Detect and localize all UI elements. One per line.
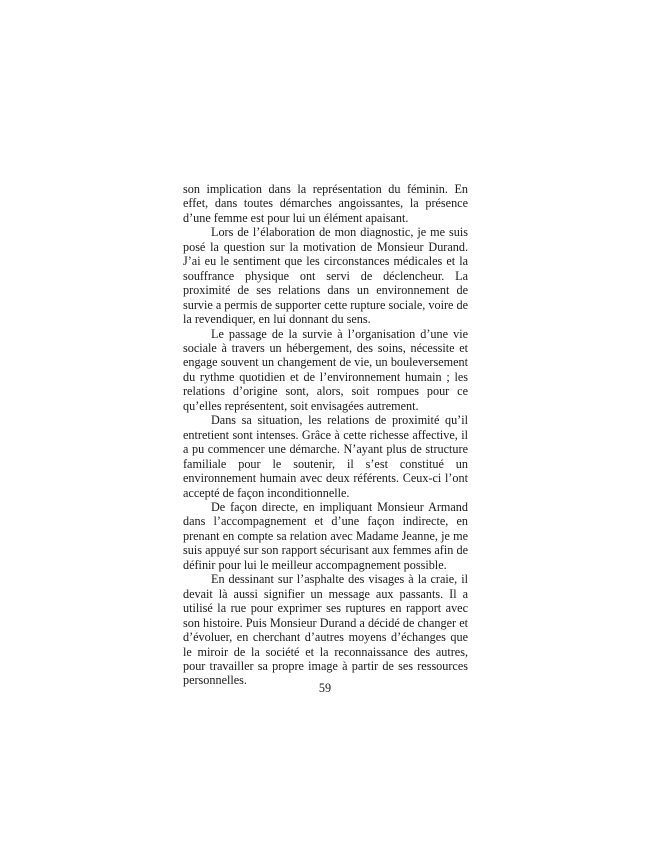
paragraph-5: De façon directe, en impliquant Monsieur Armand dans l’accompagnement et d’une façon indirecte, en prenant en compte sa relation avec Madame Jeanne, je me suis appuyé sur son rapport sécurisant aux femmes afin de définir pour lui le meilleur accompagnement possible. (183, 499, 468, 572)
body-text (183, 182, 468, 688)
paragraph-2: Lors de l’élaboration de mon diagnostic, je me suis posé la question sur la motivation de Monsieur Durand. J’ai eu le sentiment que les circonstances médicales et la souffrance physique ont servi de déclencheur. La proximité de ses relations dans un environnement de survie a permis de supporter cette rupture sociale, voire de la revendiquer, en lui donnant du sens. (183, 225, 468, 327)
paragraph-3: Le passage de la survie à l’organisation d’une vie sociale à travers un hébergement, des soins, nécessite et engage souvent un changement de vie, un bouleversement du rythme quotidien et de l’environnement humain ; les relations d’origine sont, alors, soit rompues pour ce qu’elles représentent, soit envisagées autrement. (183, 326, 468, 413)
paragraph-6: En dessinant sur l’asphalte des visages à la craie, il devait là aussi signifier un message aux passants. Il a utilisé la rue pour exprimer ses ruptures en rapport avec son histoire. Puis Monsieur Durand a décidé de changer et d’évoluer, en cherchant d’autres moyens d’échanges que le miroir de la société et la reconnaissance des autres, pour travailler sa propre image à partir de ses ressources personnelles. (183, 572, 468, 688)
paragraph-1: son implication dans la représentation du féminin. En effet, dans toutes démarches angoissantes, la présence d’une femme est pour lui un élément apaisant. (183, 182, 468, 225)
paragraph-4: Dans sa situation, les relations de proximité qu’il entretient sont intenses. Grâce à cette richesse affective, il a pu commencer une démarche. N’ayant plus de structure familiale pour le soutenir, il s’est constitué un environnement humain avec deux référents. Ceux-ci l’ont accepté de façon inconditionnelle. (183, 413, 468, 500)
page-number: 59 (318, 681, 332, 695)
